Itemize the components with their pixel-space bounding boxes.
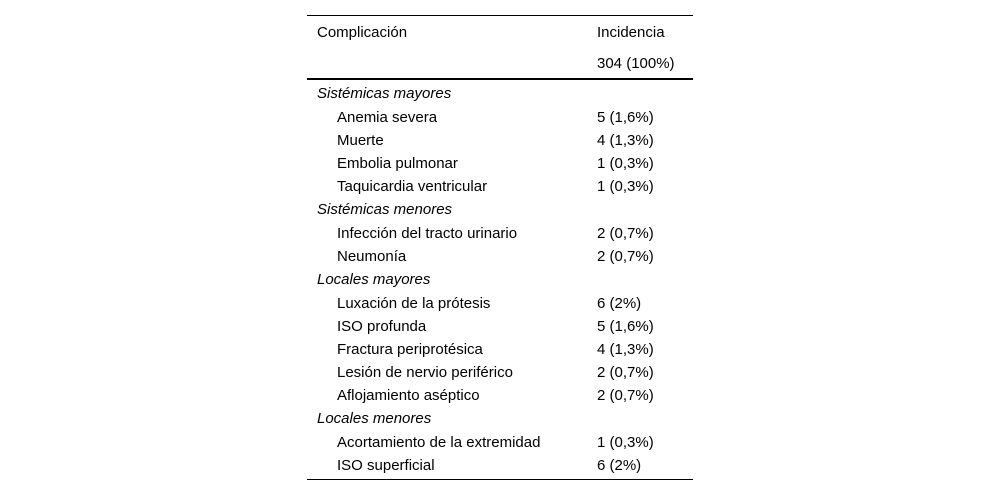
table-row xyxy=(307,384,693,407)
table-row xyxy=(307,292,693,315)
complications-table xyxy=(307,15,693,480)
table-bottom-rule xyxy=(307,479,693,480)
table-row xyxy=(307,129,693,152)
table-row xyxy=(307,338,693,361)
incidence-value: 6 (2%) xyxy=(597,295,642,312)
table-row xyxy=(307,245,693,268)
column-header-incidence: Incidencia xyxy=(597,24,665,41)
group-label: Locales mayores xyxy=(317,271,431,288)
incidence-value: 5 (1,6%) xyxy=(597,109,654,126)
group-label: Sistémicas menores xyxy=(317,201,453,218)
column-header-total: 304 (100%) xyxy=(597,55,675,72)
table-row xyxy=(307,106,693,129)
column-header-complication: Complicación xyxy=(317,24,408,41)
table-row xyxy=(307,431,693,454)
incidence-value: 2 (0,7%) xyxy=(597,225,654,242)
complication-name: Acortamiento de la extremidad xyxy=(337,434,541,451)
incidence-value: 6 (2%) xyxy=(597,457,642,474)
incidence-value: 2 (0,7%) xyxy=(597,387,654,404)
incidence-value: 4 (1,3%) xyxy=(597,132,654,149)
incidence-value: 4 (1,3%) xyxy=(597,341,654,358)
incidence-value: 1 (0,3%) xyxy=(597,155,654,172)
complication-name: Muerte xyxy=(337,132,384,149)
complication-name: ISO profunda xyxy=(337,318,427,335)
complication-name: Anemia severa xyxy=(337,109,438,126)
table-row xyxy=(307,361,693,384)
table-header xyxy=(307,16,693,78)
complication-name: Luxación de la prótesis xyxy=(337,295,491,312)
table-row xyxy=(307,454,693,477)
complication-name: Infección del tracto urinario xyxy=(337,225,518,242)
table-row xyxy=(307,175,693,198)
complication-name: Neumonía xyxy=(337,248,407,265)
table-row xyxy=(307,315,693,338)
table-row xyxy=(307,222,693,245)
incidence-value: 1 (0,3%) xyxy=(597,434,654,451)
group-label: Sistémicas mayores xyxy=(317,85,452,102)
group-label: Locales menores xyxy=(317,410,432,427)
complication-name: Fractura periprotésica xyxy=(337,341,483,358)
table-row xyxy=(307,152,693,175)
complication-name: ISO superficial xyxy=(337,457,435,474)
complication-name: Embolia pulmonar xyxy=(337,155,458,172)
complication-name: Aflojamiento aséptico xyxy=(337,387,480,404)
incidence-value: 1 (0,3%) xyxy=(597,178,654,195)
complication-name: Lesión de nervio periférico xyxy=(337,364,513,381)
complication-name: Taquicardia ventricular xyxy=(337,178,488,195)
incidence-value: 2 (0,7%) xyxy=(597,248,654,265)
incidence-value: 2 (0,7%) xyxy=(597,364,654,381)
table-body xyxy=(307,80,693,479)
incidence-value: 5 (1,6%) xyxy=(597,318,654,335)
